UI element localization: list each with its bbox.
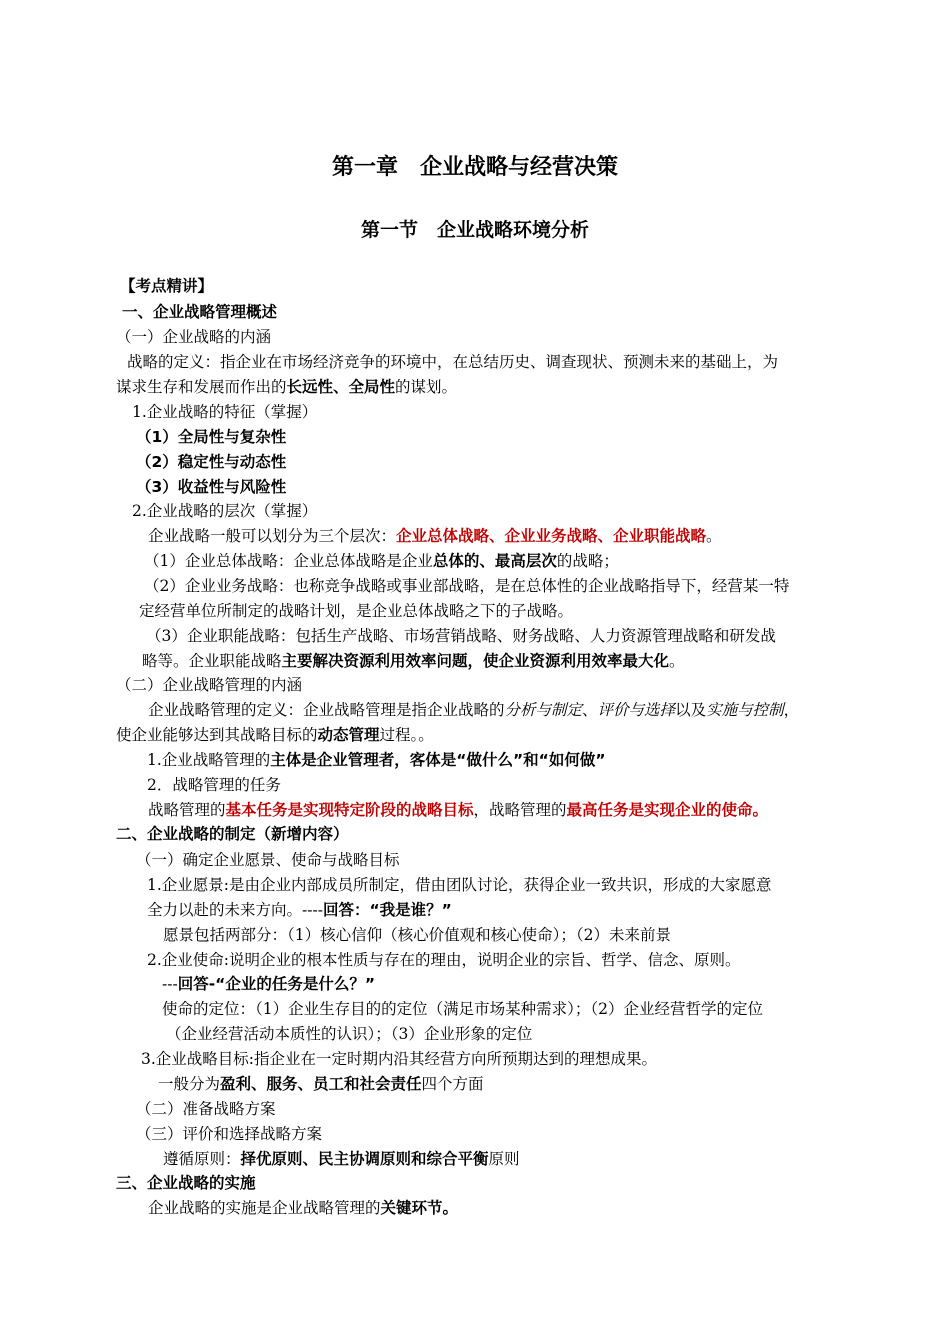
list-item: （1）全局性与复杂性 bbox=[136, 428, 287, 446]
section-title: 第一节 企业战略环境分析 bbox=[360, 219, 589, 241]
paragraph: ---回答-“企业的任务是什么？” bbox=[162, 975, 376, 993]
list-item: 2.企业战略的层次（掌握） bbox=[132, 502, 318, 520]
subheading: （二）企业战略管理的内涵 bbox=[116, 676, 303, 694]
heading-2: 二、企业战略的制定（新增内容） bbox=[116, 825, 349, 843]
paragraph: 谋求生存和发展而作出的长远性、全局性的谋划。 bbox=[116, 378, 458, 396]
paragraph: 使命的定位：（1）企业生存目的的定位（满足市场某种需求）；（2）企业经营哲学的定位 bbox=[162, 1000, 763, 1018]
key-points-heading: 【考点精讲】 bbox=[120, 277, 214, 295]
paragraph: 战略的定义：指企业在市场经济竞争的环境中，在总结历史、调查现状、预测未来的基础上，为 bbox=[127, 353, 779, 371]
heading-1: 一、企业战略管理概述 bbox=[122, 303, 278, 321]
subheading: （一）企业战略的内涵 bbox=[116, 328, 272, 346]
paragraph: （2）企业业务战略：也称竞争战略或事业部战略，是在总体性的企业战略指导下，经营某一特 bbox=[144, 577, 790, 595]
paragraph: 企业战略的实施是企业战略管理的关键环节。 bbox=[148, 1199, 459, 1217]
paragraph: （企业经营活动本质性的认识）；（3）企业形象的定位 bbox=[166, 1025, 533, 1043]
list-item: （3）收益性与风险性 bbox=[136, 478, 287, 496]
list-item: 1.企业战略管理的主体是企业管理者，客体是“做什么”和“如何做” bbox=[147, 751, 606, 769]
paragraph: 一般分为盈利、服务、员工和社会责任四个方面 bbox=[158, 1075, 484, 1093]
paragraph: 1.企业愿景:是由企业内部成员所制定，借由团队讨论，获得企业一致共识，形成的大家愿意 bbox=[147, 876, 772, 894]
subheading: （二）准备战略方案 bbox=[136, 1100, 276, 1118]
paragraph: 战略管理的基本任务是实现特定阶段的战略目标，战略管理的最高任务是实现企业的使命。 bbox=[148, 801, 769, 819]
paragraph: 遵循原则：择优原则、民主协调原则和综合平衡原则 bbox=[163, 1150, 520, 1168]
paragraph: （1）企业总体战略：企业总体战略是企业总体的、最高层次的战略； bbox=[144, 552, 619, 570]
paragraph: 2.企业使命:说明企业的根本性质与存在的理由，说明企业的宗旨、哲学、信念、原则。 bbox=[147, 951, 741, 969]
paragraph: 使企业能够达到其战略目标的动态管理过程。。 bbox=[116, 726, 434, 744]
paragraph: 全力以赴的未来方向。----回答：“我是谁？” bbox=[147, 901, 452, 919]
heading-3: 三、企业战略的实施 bbox=[116, 1174, 256, 1192]
list-item: 1.企业战略的特征（掌握） bbox=[132, 403, 318, 421]
chapter-title: 第一章 企业战略与经营决策 bbox=[331, 155, 618, 180]
subheading: （三）评价和选择战略方案 bbox=[136, 1125, 323, 1143]
paragraph: 愿景包括两部分：（1）核心信仰（核心价值观和核心使命）；（2）未来前景 bbox=[163, 926, 671, 944]
subheading: （一）确定企业愿景、使命与战略目标 bbox=[136, 851, 400, 869]
paragraph: 3.企业战略目标:指企业在一定时期内沿其经营方向所预期达到的理想成果。 bbox=[141, 1050, 658, 1068]
paragraph: 定经营单位所制定的战略计划，是企业总体战略之下的子战略。 bbox=[139, 602, 574, 620]
paragraph: 企业战略管理的定义：企业战略管理是指企业战略的分析与制定、评价与选择以及实施与控制， bbox=[148, 701, 800, 719]
paragraph: 略等。企业职能战略主要解决资源利用效率问题，使企业资源利用效率最大化。 bbox=[142, 652, 685, 670]
paragraph: （3）企业职能战略：包括生产战略、市场营销战略、财务战略、人力资源管理战略和研发战 bbox=[146, 627, 776, 645]
list-item: （2）稳定性与动态性 bbox=[136, 453, 287, 471]
list-item: 2．战略管理的任务 bbox=[147, 776, 281, 794]
paragraph: 企业战略一般可以划分为三个层次：企业总体战略、企业业务战略、企业职能战略。 bbox=[148, 527, 722, 545]
